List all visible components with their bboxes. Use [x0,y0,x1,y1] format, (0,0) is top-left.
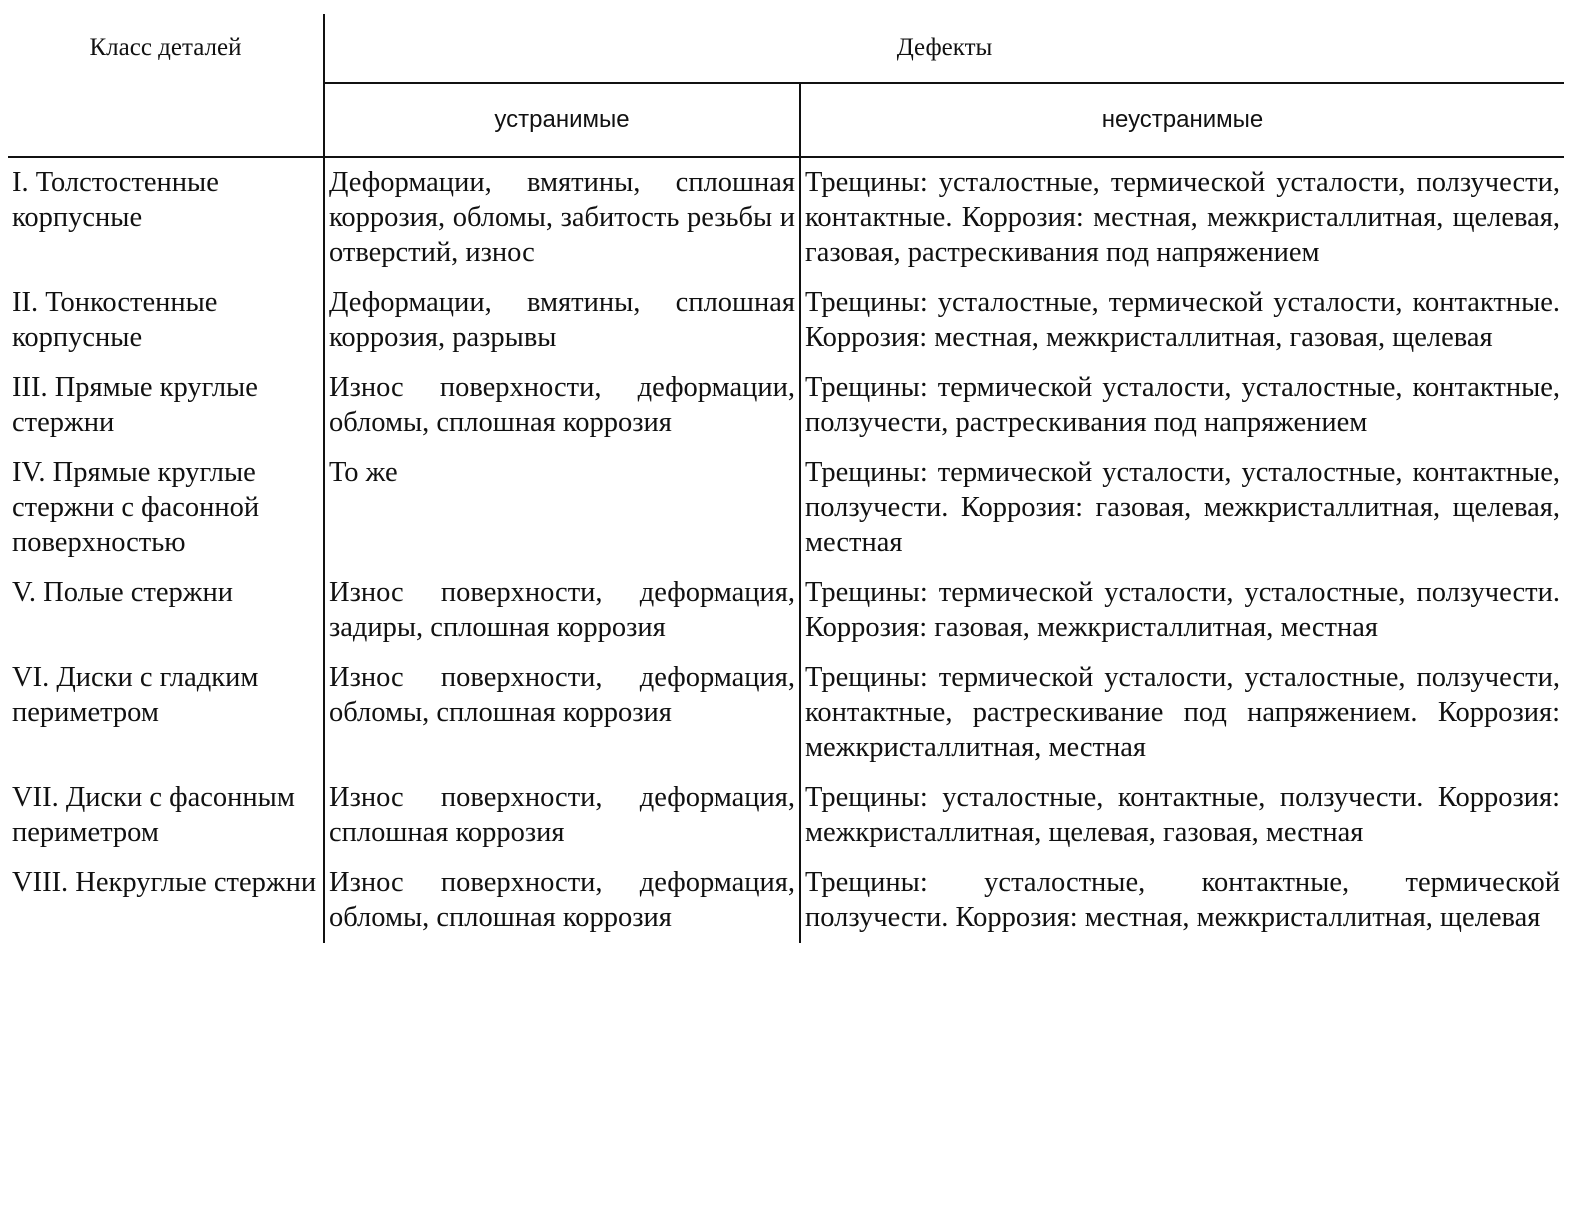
class-cell: IV. Прямые круглые стержни с фасонной поверхностью [8,448,324,568]
removable-cell: Износ поверхности, деформация, обломы, сплошная коррозия [324,858,800,943]
header-irremovable: неустранимые [800,83,1564,157]
irremovable-cell: Трещины: усталостные, термической усталости, ползучести, контактные. Коррозия: местная, межкристаллитная, щелевая, газовая, растрескивания под напряжением [805,167,1560,268]
table-row [8,448,1564,568]
table-header [8,14,1564,157]
header-class: Класс деталей [8,14,324,157]
header-defects: Дефекты [324,14,1564,83]
irremovable-cell: Трещины: термической усталости, усталостные, контактные, ползучести. Коррозия: газовая, межкристаллитная, щелевая, местная [805,457,1560,558]
table-body [8,157,1564,943]
irremovable-cell: Трещины: усталостные, контактные, ползучести. Коррозия: межкристаллитная, щелевая, газовая, местная [805,782,1560,848]
class-cell: II. Тонкостенные корпусные [8,278,324,363]
table-row [8,568,1564,653]
table-row [8,363,1564,448]
defects-table [8,14,1564,943]
removable-cell: Износ поверхности, деформация, обломы, сплошная коррозия [324,653,800,773]
removable-cell: Износ поверхности, деформация, сплошная коррозия [324,773,800,858]
irremovable-cell: Трещины: термической усталости, усталостные, ползучести, контактные, растрескивание под напряжением. Коррозия: межкристаллитная, местная [805,662,1560,763]
class-cell: V. Полые стержни [8,568,324,653]
class-cell: VI. Диски с гладким периметром [8,653,324,773]
header-removable: устранимые [324,83,800,157]
removable-cell: Износ поверхности, деформации, обломы, сплошная коррозия [324,363,800,448]
irremovable-cell: Трещины: термической усталости, усталостные, контактные, ползучести, растрескивания под напряжением [805,372,1560,438]
irremovable-cell: Трещины: термической усталости, усталостные, ползучести. Коррозия: газовая, межкристаллитная, местная [805,577,1560,643]
removable-cell: Деформации, вмятины, сплошная коррозия, разрывы [324,278,800,363]
removable-cell: Деформации, вмятины, сплошная коррозия, обломы, забитость резьбы и отверстий, износ [324,157,800,278]
removable-cell: То же [324,448,800,568]
class-cell: I. Толстостенные корпусные [8,157,324,278]
table-row [8,858,1564,943]
table-row [8,773,1564,858]
table-row [8,653,1564,773]
irremovable-cell: Трещины: усталостные, термической усталости, контактные. Коррозия: местная, межкристаллитная, газовая, щелевая [805,287,1560,353]
class-cell: VII. Диски с фасонным периметром [8,773,324,858]
class-cell: III. Прямые круглые стержни [8,363,324,448]
table-row [8,278,1564,363]
removable-cell: Износ поверхности, деформация, задиры, сплошная коррозия [324,568,800,653]
class-cell: VIII. Некруглые стержни [8,858,324,943]
irremovable-cell: Трещины: усталостные, контактные, термической ползучести. Коррозия: местная, межкристаллитная, щелевая [805,867,1560,933]
table-row [8,157,1564,278]
